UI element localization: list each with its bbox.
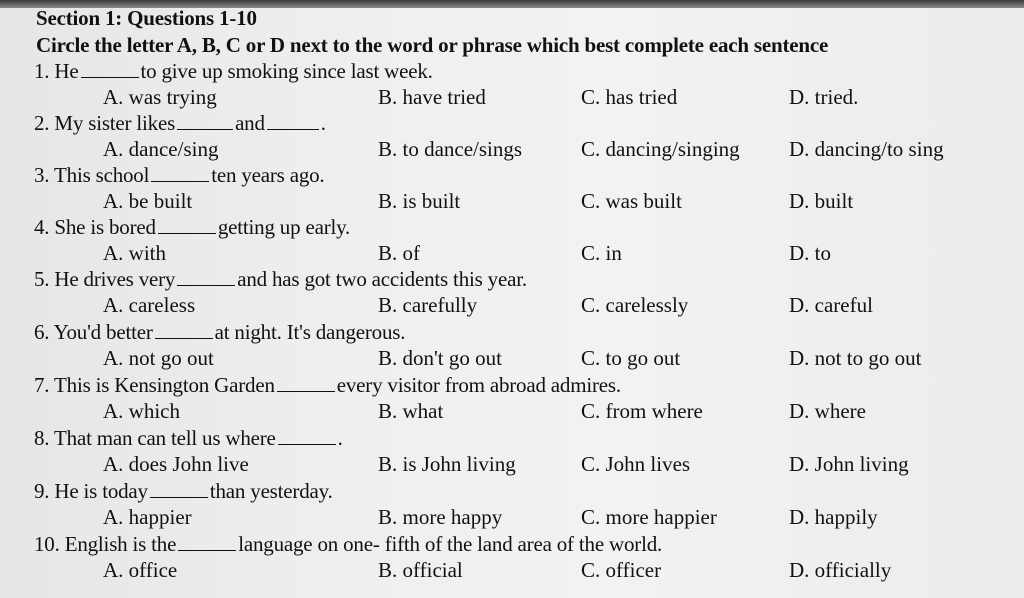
q2-option-b[interactable]: B. to dance/sings: [378, 137, 523, 161]
q5-option-d[interactable]: D. careful: [789, 293, 873, 317]
q1-option-c[interactable]: C. has tried: [581, 85, 678, 109]
q9-option-a[interactable]: A. happier: [103, 505, 192, 529]
q6-option-c[interactable]: C. to go out: [581, 346, 681, 370]
q1-option-b[interactable]: B. have tried: [378, 85, 486, 109]
q2-option-d[interactable]: D. dancing/to sing: [789, 137, 944, 161]
question-8: 8. That man can tell us where .: [34, 426, 343, 450]
q6-option-b[interactable]: B. don't go out: [378, 346, 502, 370]
question-9: 9. He is today than yesterday.: [34, 479, 333, 503]
q9-option-b[interactable]: B. more happy: [378, 505, 503, 529]
section-title: Section 1: Questions 1-10: [36, 6, 257, 30]
q4-option-d[interactable]: D. to: [789, 241, 831, 265]
q7-option-d[interactable]: D. where: [789, 399, 866, 423]
q3-option-a[interactable]: A. be built: [103, 189, 193, 213]
q9-option-c[interactable]: C. more happier: [581, 505, 717, 529]
q5-option-c[interactable]: C. carelessly: [581, 293, 689, 317]
question-10: 10. English is the language on one- fifth of the land area of the world.: [34, 532, 663, 556]
q7-option-a[interactable]: A. which: [103, 399, 180, 423]
q7-option-c[interactable]: C. from where: [581, 399, 703, 423]
q1-option-d[interactable]: D. tried.: [789, 85, 859, 109]
q6-option-d[interactable]: D. not to go out: [789, 346, 922, 370]
q4-option-b[interactable]: B. of: [378, 241, 420, 265]
question-7: 7. This is Kensington Garden every visitor from abroad admires.: [34, 373, 621, 397]
question-2: 2. My sister likes and .: [34, 111, 326, 135]
q3-option-b[interactable]: B. is built: [378, 189, 461, 213]
q7-option-b[interactable]: B. what: [378, 399, 444, 423]
q10-option-a[interactable]: A. office: [103, 558, 178, 582]
q5-option-b[interactable]: B. carefully: [378, 293, 478, 317]
q8-option-b[interactable]: B. is John living: [378, 452, 516, 476]
question-3: 3. This school ten years ago.: [34, 163, 325, 187]
q4-option-a[interactable]: A. with: [103, 241, 166, 265]
q2-option-a[interactable]: A. dance/sing: [103, 137, 219, 161]
q3-option-d[interactable]: D. built: [789, 189, 854, 213]
q1-option-a[interactable]: A. was trying: [103, 85, 217, 109]
q10-option-c[interactable]: C. officer: [581, 558, 662, 582]
question-6: 6. You'd better at night. It's dangerous.: [34, 320, 406, 344]
q8-option-d[interactable]: D. John living: [789, 452, 909, 476]
q4-option-c[interactable]: C. in: [581, 241, 622, 265]
q8-option-c[interactable]: C. John lives: [581, 452, 691, 476]
q3-option-c[interactable]: C. was built: [581, 189, 682, 213]
q6-option-a[interactable]: A. not go out: [103, 346, 214, 370]
instruction: Circle the letter A, B, C or D next to the word or phrase which best complete each sentence: [36, 33, 829, 57]
q2-option-c[interactable]: C. dancing/singing: [581, 137, 740, 161]
q10-option-b[interactable]: B. official: [378, 558, 463, 582]
question-4: 4. She is bored getting up early.: [34, 215, 351, 239]
question-5: 5. He drives very and has got two accidents this year.: [34, 267, 527, 291]
q9-option-d[interactable]: D. happily: [789, 505, 878, 529]
question-1: 1. He to give up smoking since last week.: [34, 59, 433, 83]
q5-option-a[interactable]: A. careless: [103, 293, 196, 317]
q8-option-a[interactable]: A. does John live: [103, 452, 249, 476]
q10-option-d[interactable]: D. officially: [789, 558, 892, 582]
